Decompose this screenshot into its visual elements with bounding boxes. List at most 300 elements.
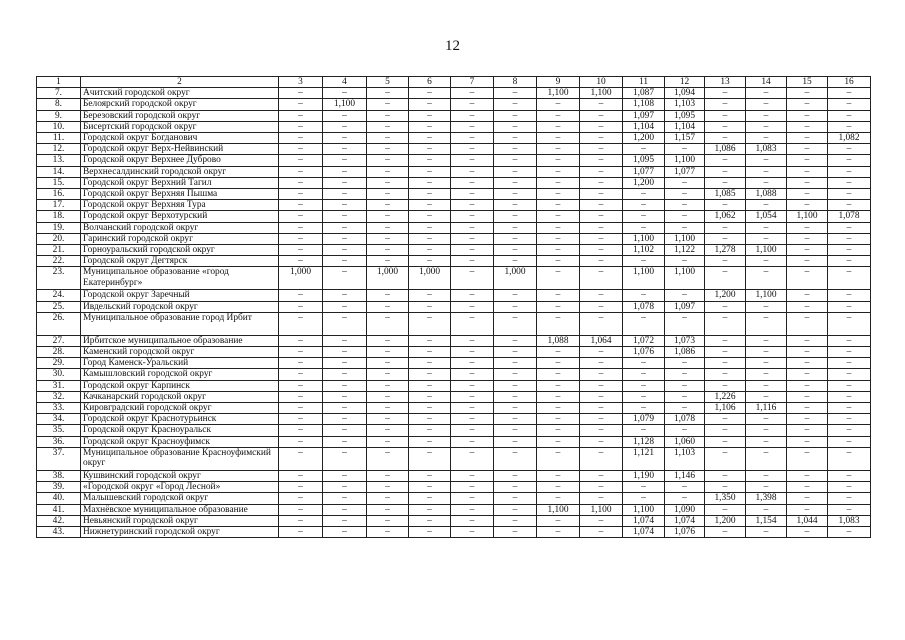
coefficient-cell: – — [367, 155, 409, 166]
coefficient-cell: – — [409, 155, 451, 166]
coefficient-cell: – — [580, 436, 623, 447]
coefficient-cell: – — [828, 144, 871, 155]
coefficient-cell: – — [787, 267, 828, 290]
row-number: 34. — [37, 414, 81, 425]
coefficient-cell: – — [787, 493, 828, 504]
coefficient-cell: – — [409, 110, 451, 121]
row-number: 31. — [37, 380, 81, 391]
coefficient-cell: – — [537, 414, 580, 425]
coefficient-cell: – — [537, 189, 580, 200]
table-row — [37, 347, 871, 358]
municipality-name: Муниципальное образование город Ирбит — [81, 312, 279, 335]
coefficient-cell: – — [746, 301, 787, 312]
municipality-name: Волчанский городской округ — [81, 222, 279, 233]
coefficient-cell: – — [580, 99, 623, 110]
coefficient-cell: – — [279, 515, 323, 526]
municipality-name: Нижнетуринский городской округ — [81, 526, 279, 537]
row-number: 21. — [37, 245, 81, 256]
coefficient-cell: – — [828, 358, 871, 369]
coefficient-cell: – — [323, 267, 367, 290]
coefficient-cell: – — [787, 245, 828, 256]
coefficient-cell: 1,100 — [787, 211, 828, 222]
coefficient-cell: 1,104 — [665, 121, 705, 132]
municipality-name: «Городской округ «Город Лесной» — [81, 482, 279, 493]
coefficient-cell: – — [367, 504, 409, 515]
coefficient-cell: – — [828, 369, 871, 380]
coefficient-cell: – — [367, 144, 409, 155]
coefficient-cell: – — [279, 447, 323, 470]
municipality-name: Каменский городской округ — [81, 347, 279, 358]
table-row — [37, 121, 871, 132]
coefficient-cell: – — [451, 436, 494, 447]
coefficient-cell: – — [451, 88, 494, 99]
municipality-name: Горноуральский городской округ — [81, 245, 279, 256]
coefficient-cell: – — [705, 312, 746, 335]
coefficient-cell: – — [451, 99, 494, 110]
coefficient-cell: – — [580, 211, 623, 222]
coefficient-cell: – — [367, 88, 409, 99]
coefficient-cell: – — [323, 301, 367, 312]
coefficient-cell: – — [367, 189, 409, 200]
table-row — [37, 211, 871, 222]
coefficient-cell: – — [409, 391, 451, 402]
table-row — [37, 369, 871, 380]
row-number: 42. — [37, 515, 81, 526]
municipality-name: Бисертский городской округ — [81, 121, 279, 132]
municipality-name: Березовский городской округ — [81, 110, 279, 121]
coefficient-cell: – — [451, 358, 494, 369]
coefficient-cell: – — [580, 233, 623, 244]
coefficient-cell: – — [828, 447, 871, 470]
coefficient-cell: – — [746, 267, 787, 290]
coefficient-cell: – — [580, 155, 623, 166]
coefficient-cell: – — [537, 99, 580, 110]
coefficient-cell: – — [367, 312, 409, 335]
row-number: 25. — [37, 301, 81, 312]
coefficient-cell: – — [580, 414, 623, 425]
coefficient-cell: – — [323, 515, 367, 526]
coefficient-cell: – — [494, 493, 537, 504]
coefficient-cell: – — [828, 301, 871, 312]
coefficient-cell: 1,044 — [787, 515, 828, 526]
coefficient-cell: – — [367, 290, 409, 301]
coefficient-cell: – — [623, 358, 665, 369]
coefficient-cell: – — [746, 110, 787, 121]
coefficient-cell: – — [746, 380, 787, 391]
coefficient-cell: – — [828, 155, 871, 166]
coefficient-cell: – — [367, 200, 409, 211]
coefficient-cell: – — [787, 301, 828, 312]
coefficient-cell: – — [323, 177, 367, 188]
coefficient-cell: – — [828, 233, 871, 244]
coefficient-cell: – — [279, 436, 323, 447]
coefficient-cell: – — [787, 177, 828, 188]
coefficient-cell: – — [409, 88, 451, 99]
coefficient-cell: – — [580, 301, 623, 312]
coefficient-cell: – — [580, 200, 623, 211]
row-number: 8. — [37, 99, 81, 110]
coefficient-cell: – — [279, 245, 323, 256]
row-number: 7. — [37, 88, 81, 99]
coefficient-cell: – — [367, 482, 409, 493]
coefficient-cell: – — [367, 233, 409, 244]
coefficient-cell: – — [494, 335, 537, 346]
municipality-name: Городской округ Верхняя Пышма — [81, 189, 279, 200]
coefficient-cell: – — [580, 245, 623, 256]
coefficient-cell: – — [323, 166, 367, 177]
coefficient-cell: – — [494, 515, 537, 526]
coefficient-cell: – — [665, 312, 705, 335]
coefficient-cell: – — [494, 189, 537, 200]
coefficient-cell: 1,200 — [623, 133, 665, 144]
coefficient-cell: – — [409, 470, 451, 481]
coefficient-cell: – — [537, 211, 580, 222]
table-row — [37, 436, 871, 447]
municipality-name: Городской округ Верхнее Дуброво — [81, 155, 279, 166]
coefficient-cell: – — [746, 335, 787, 346]
coefficient-cell: – — [705, 414, 746, 425]
municipality-name: Кировградский городской округ — [81, 403, 279, 414]
row-number: 13. — [37, 155, 81, 166]
coefficient-cell: – — [409, 447, 451, 470]
coefficient-cell: – — [828, 403, 871, 414]
coefficient-cell: – — [828, 189, 871, 200]
column-header-16: 16 — [828, 77, 871, 88]
coefficient-cell: – — [494, 425, 537, 436]
row-number: 30. — [37, 369, 81, 380]
coefficient-cell: 1,054 — [746, 211, 787, 222]
municipality-name: Город Каменск-Уральский — [81, 358, 279, 369]
coefficient-cell: – — [787, 290, 828, 301]
coefficient-cell: – — [494, 403, 537, 414]
coefficient-cell: – — [787, 312, 828, 335]
coefficient-cell: – — [787, 189, 828, 200]
row-number: 11. — [37, 133, 81, 144]
coefficient-cell: – — [409, 211, 451, 222]
coefficient-cell: – — [580, 470, 623, 481]
coefficient-cell: – — [409, 256, 451, 267]
table-row — [37, 504, 871, 515]
coefficient-cell: 1,000 — [409, 267, 451, 290]
coefficient-cell: – — [451, 256, 494, 267]
coefficient-cell: 1,085 — [705, 189, 746, 200]
coefficient-cell: – — [494, 482, 537, 493]
coefficient-cell: – — [409, 177, 451, 188]
coefficient-cell: – — [828, 88, 871, 99]
coefficient-cell: – — [787, 447, 828, 470]
coefficient-cell: – — [494, 358, 537, 369]
coefficient-cell: – — [580, 369, 623, 380]
coefficient-cell: – — [451, 233, 494, 244]
column-header-13: 13 — [705, 77, 746, 88]
table-row — [37, 166, 871, 177]
coefficient-cell: 1,083 — [828, 515, 871, 526]
municipality-name: Ирбитское муниципальное образование — [81, 335, 279, 346]
coefficient-cell: – — [746, 200, 787, 211]
table-row — [37, 233, 871, 244]
coefficient-cell: – — [828, 256, 871, 267]
coefficient-cell: – — [494, 526, 537, 537]
coefficient-cell: – — [323, 425, 367, 436]
coefficient-cell: – — [787, 144, 828, 155]
coefficient-cell: – — [537, 301, 580, 312]
coefficient-cell: 1,100 — [580, 504, 623, 515]
coefficient-cell: – — [451, 245, 494, 256]
coefficient-cell: – — [279, 493, 323, 504]
coefficient-cell: – — [323, 391, 367, 402]
coefficient-cell: – — [787, 358, 828, 369]
municipality-name: Невьянский городской округ — [81, 515, 279, 526]
row-number: 39. — [37, 482, 81, 493]
column-header-11: 11 — [623, 77, 665, 88]
coefficient-cell: – — [451, 222, 494, 233]
coefficient-cell: – — [409, 189, 451, 200]
coefficient-cell: 1,350 — [705, 493, 746, 504]
coefficient-cell: – — [494, 177, 537, 188]
coefficient-cell: – — [828, 99, 871, 110]
coefficient-cell: 1,088 — [537, 335, 580, 346]
coefficient-cell: – — [451, 493, 494, 504]
row-number: 41. — [37, 504, 81, 515]
coefficient-cell: 1,100 — [746, 290, 787, 301]
coefficient-cell: – — [494, 256, 537, 267]
coefficient-cell: 1,074 — [665, 515, 705, 526]
coefficient-cell: – — [746, 358, 787, 369]
coefficient-cell: – — [367, 301, 409, 312]
coefficient-cell: – — [409, 369, 451, 380]
coefficient-cell: – — [279, 358, 323, 369]
coefficient-cell: – — [367, 110, 409, 121]
coefficient-cell: – — [746, 391, 787, 402]
coefficient-cell: 1,100 — [623, 233, 665, 244]
coefficient-cell: – — [746, 447, 787, 470]
coefficient-cell: – — [494, 245, 537, 256]
coefficient-cell: – — [537, 144, 580, 155]
coefficient-cell: – — [367, 403, 409, 414]
coefficient-cell: – — [746, 504, 787, 515]
coefficient-cell: – — [323, 144, 367, 155]
coefficient-cell: – — [580, 425, 623, 436]
coefficient-cell: – — [580, 482, 623, 493]
column-header-10: 10 — [580, 77, 623, 88]
coefficient-cell: – — [537, 347, 580, 358]
coefficient-cell: – — [279, 380, 323, 391]
coefficient-cell: – — [367, 414, 409, 425]
coefficient-cell: – — [828, 414, 871, 425]
coefficient-cell: – — [746, 177, 787, 188]
row-number: 40. — [37, 493, 81, 504]
coefficient-cell: – — [787, 526, 828, 537]
coefficient-cell: – — [451, 526, 494, 537]
coefficient-cell: – — [623, 211, 665, 222]
row-number: 9. — [37, 110, 81, 121]
coefficient-cell: 1,100 — [665, 267, 705, 290]
coefficient-cell: – — [367, 436, 409, 447]
coefficient-cell: – — [537, 358, 580, 369]
coefficient-cell: – — [623, 256, 665, 267]
coefficient-cell: – — [787, 233, 828, 244]
coefficient-cell: – — [409, 200, 451, 211]
row-number: 38. — [37, 470, 81, 481]
coefficient-cell: – — [580, 391, 623, 402]
column-header-4: 4 — [323, 77, 367, 88]
coefficient-cell: – — [746, 121, 787, 132]
coefficient-cell: 1,087 — [623, 88, 665, 99]
coefficient-cell: – — [787, 88, 828, 99]
table-row — [37, 88, 871, 99]
coefficient-cell: – — [746, 526, 787, 537]
coefficient-cell: 1,073 — [665, 335, 705, 346]
coefficient-cell: – — [623, 200, 665, 211]
coefficient-cell: – — [580, 358, 623, 369]
coefficient-cell: – — [580, 110, 623, 121]
coefficient-cell: – — [409, 493, 451, 504]
coefficient-cell: 1,108 — [623, 99, 665, 110]
coefficient-cell: 1,077 — [623, 166, 665, 177]
column-header-3: 3 — [279, 77, 323, 88]
coefficient-cell: – — [665, 290, 705, 301]
coefficient-cell: – — [787, 133, 828, 144]
coefficient-cell: – — [367, 133, 409, 144]
coefficient-cell: – — [828, 166, 871, 177]
coefficient-cell: – — [787, 369, 828, 380]
coefficient-cell: – — [623, 144, 665, 155]
coefficient-cell: – — [279, 312, 323, 335]
coefficient-cell: – — [705, 256, 746, 267]
coefficient-cell: – — [451, 403, 494, 414]
coefficient-cell: – — [451, 312, 494, 335]
municipality-name: Городской округ Верхотурский — [81, 211, 279, 222]
coefficient-cell: – — [451, 155, 494, 166]
coefficient-cell: – — [367, 526, 409, 537]
coefficient-cell: – — [323, 245, 367, 256]
row-number: 33. — [37, 403, 81, 414]
coefficient-cell: 1,226 — [705, 391, 746, 402]
coefficient-cell: 1,095 — [623, 155, 665, 166]
coefficient-cell: 1,200 — [705, 290, 746, 301]
coefficient-cell: – — [323, 347, 367, 358]
coefficient-cell: – — [705, 133, 746, 144]
coefficient-cell: – — [623, 380, 665, 391]
row-number: 22. — [37, 256, 81, 267]
coefficient-cell: – — [537, 425, 580, 436]
coefficient-cell: – — [705, 166, 746, 177]
data-table — [36, 76, 871, 538]
coefficient-cell: – — [323, 526, 367, 537]
coefficient-cell: – — [367, 470, 409, 481]
row-number: 28. — [37, 347, 81, 358]
coefficient-cell: – — [367, 347, 409, 358]
coefficient-cell: – — [279, 391, 323, 402]
coefficient-cell: – — [367, 245, 409, 256]
coefficient-cell: 1,100 — [537, 504, 580, 515]
coefficient-cell: – — [828, 504, 871, 515]
coefficient-cell: – — [367, 256, 409, 267]
coefficient-cell: – — [451, 515, 494, 526]
coefficient-cell: – — [409, 358, 451, 369]
coefficient-cell: – — [494, 144, 537, 155]
coefficient-cell: – — [367, 211, 409, 222]
coefficient-cell: – — [623, 425, 665, 436]
coefficient-cell: – — [665, 358, 705, 369]
coefficient-cell: – — [537, 166, 580, 177]
coefficient-cell: – — [451, 447, 494, 470]
municipality-name: Городской округ Верхний Тагил — [81, 177, 279, 188]
coefficient-cell: – — [409, 515, 451, 526]
coefficient-cell: – — [828, 312, 871, 335]
coefficient-cell: – — [409, 403, 451, 414]
coefficient-cell: – — [451, 267, 494, 290]
coefficient-cell: – — [323, 369, 367, 380]
coefficient-cell: 1,078 — [623, 301, 665, 312]
coefficient-cell: – — [746, 436, 787, 447]
coefficient-cell: – — [323, 189, 367, 200]
coefficient-cell: 1,062 — [705, 211, 746, 222]
coefficient-cell: – — [409, 425, 451, 436]
coefficient-cell: – — [323, 447, 367, 470]
coefficient-cell: – — [367, 515, 409, 526]
coefficient-cell: – — [705, 233, 746, 244]
coefficient-cell: – — [451, 391, 494, 402]
coefficient-cell: – — [451, 369, 494, 380]
coefficient-cell: 1,097 — [665, 301, 705, 312]
coefficient-cell: – — [705, 425, 746, 436]
coefficient-cell: – — [537, 245, 580, 256]
coefficient-cell: – — [580, 177, 623, 188]
table-row — [37, 110, 871, 121]
coefficient-cell: – — [580, 493, 623, 504]
coefficient-cell: – — [787, 200, 828, 211]
coefficient-cell: – — [323, 88, 367, 99]
coefficient-cell: – — [323, 200, 367, 211]
coefficient-cell: – — [367, 425, 409, 436]
coefficient-cell: 1,100 — [537, 88, 580, 99]
coefficient-cell: – — [665, 369, 705, 380]
coefficient-cell: – — [580, 267, 623, 290]
coefficient-cell: – — [409, 166, 451, 177]
coefficient-cell: – — [623, 493, 665, 504]
coefficient-cell: – — [665, 211, 705, 222]
coefficient-cell: – — [580, 189, 623, 200]
coefficient-cell: 1,072 — [623, 335, 665, 346]
coefficient-cell: 1,200 — [623, 177, 665, 188]
coefficient-cell: – — [367, 177, 409, 188]
coefficient-cell: 1,398 — [746, 493, 787, 504]
coefficient-cell: – — [537, 403, 580, 414]
coefficient-cell: – — [367, 358, 409, 369]
coefficient-cell: – — [409, 436, 451, 447]
coefficient-cell: 1,000 — [367, 267, 409, 290]
coefficient-cell: – — [705, 482, 746, 493]
coefficient-cell: – — [787, 121, 828, 132]
coefficient-cell: – — [409, 121, 451, 132]
coefficient-cell: – — [580, 447, 623, 470]
coefficient-cell: – — [367, 447, 409, 470]
coefficient-cell: – — [279, 99, 323, 110]
coefficient-cell: – — [665, 391, 705, 402]
column-header-5: 5 — [367, 77, 409, 88]
coefficient-cell: – — [451, 166, 494, 177]
coefficient-cell: – — [580, 403, 623, 414]
coefficient-cell: – — [494, 436, 537, 447]
coefficient-cell: – — [451, 335, 494, 346]
coefficient-cell: – — [828, 482, 871, 493]
row-number: 37. — [37, 447, 81, 470]
municipality-name: Качканарский городской округ — [81, 391, 279, 402]
coefficient-cell: – — [494, 369, 537, 380]
coefficient-cell: – — [279, 414, 323, 425]
coefficient-cell: – — [705, 504, 746, 515]
